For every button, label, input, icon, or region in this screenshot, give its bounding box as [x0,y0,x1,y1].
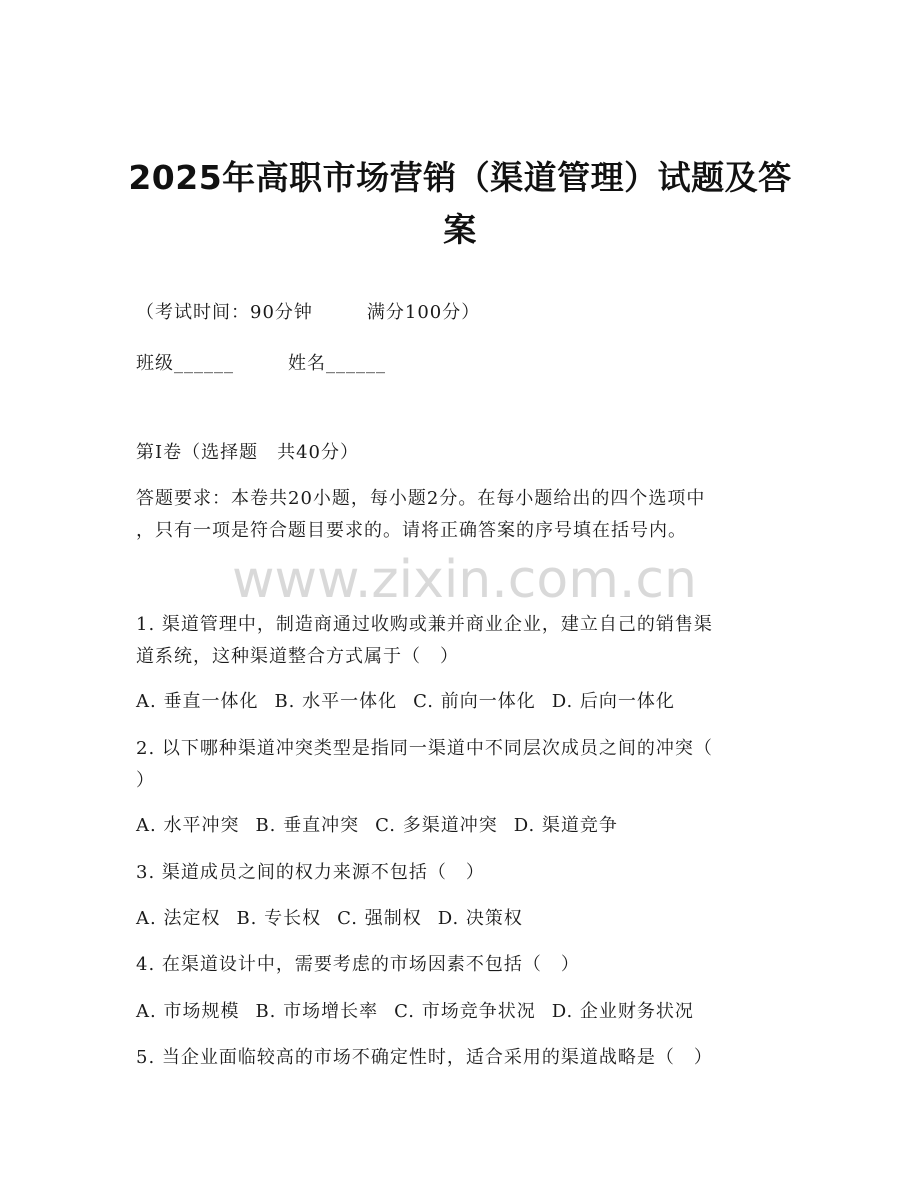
q3-option-d: D. 决策权 [437,908,523,929]
q3-option-c: C. 强制权 [337,908,422,929]
q1-option-b: B. 水平一体化 [274,691,398,712]
name-field: 姓名______ [288,353,386,374]
question-2-options [136,813,618,839]
section-heading: 第I卷（选择题 共40分） [136,442,360,463]
question-1-line-2: 道系统，这种渠道整合方式属于（ ） [136,646,459,667]
question-3-stem: 3. 渠道成员之间的权力来源不包括（ ） [136,862,485,883]
q3-option-a: A. 法定权 [136,908,221,929]
question-4-stem: 4. 在渠道设计中，需要考虑的市场因素不包括（ ） [136,954,580,975]
exam-time: （考试时间：90分钟 [136,302,313,323]
question-3-options [136,906,523,932]
question-1-line-1: 1. 渠道管理中，制造商通过收购或兼并商业企业，建立自己的销售渠 [136,614,713,635]
instructions [136,483,786,547]
exam-info [136,300,480,326]
instructions-line-1: 答题要求：本卷共20小题，每小题2分。在每小题给出的四个选项中 [136,488,706,509]
exam-score: 满分100分） [366,302,481,323]
q2-option-b: B. 垂直冲突 [255,815,360,836]
question-5-stem: 5. 当企业面临较高的市场不确定性时，适合采用的渠道战略是（ ） [136,1047,713,1068]
question-4-options [136,999,694,1025]
question-2-stem [136,733,786,797]
document-title: 2025年高职市场营销（渠道管理）试题及答案 [128,158,792,249]
q1-option-a: A. 垂直一体化 [136,691,259,712]
q3-option-b: B. 专长权 [236,908,322,929]
q2-option-a: A. 水平冲突 [136,815,240,836]
q1-option-c: C. 前向一体化 [413,691,536,712]
class-field: 班级______ [136,353,234,374]
question-2-line-2: ） [136,770,155,791]
q4-option-c: C. 市场竞争状况 [394,1001,536,1022]
student-info [136,351,386,377]
question-2-line-1: 2. 以下哪种渠道冲突类型是指同一渠道中不同层次成员之间的冲突（ [136,738,713,759]
question-1-stem [136,609,786,673]
q4-option-b: B. 市场增长率 [255,1001,379,1022]
watermark: www.zixin.com.cn [232,550,697,610]
q4-option-d: D. 企业财务状况 [551,1001,694,1022]
question-1-options [136,689,675,715]
q2-option-c: C. 多渠道冲突 [375,815,498,836]
q4-option-a: A. 市场规模 [136,1001,240,1022]
q1-option-d: D. 后向一体化 [551,691,675,712]
q2-option-d: D. 渠道竞争 [513,815,618,836]
instructions-line-2: ，只有一项是符合题目要求的。请将正确答案的序号填在括号内。 [136,520,687,541]
